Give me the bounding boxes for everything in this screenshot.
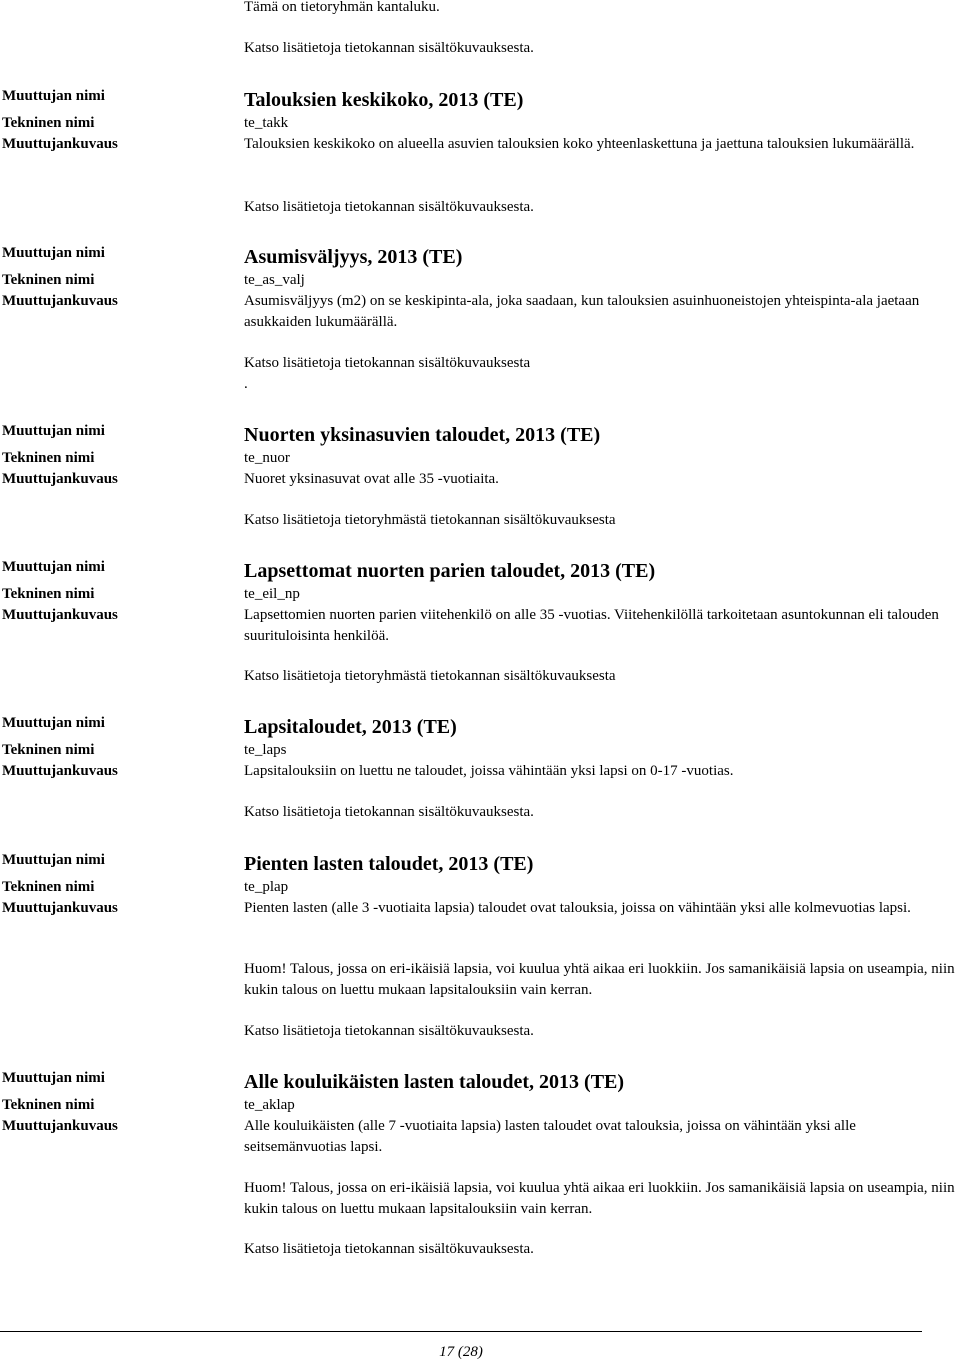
variable-note: Huom! Talous, jossa on eri-ikäisiä lapsia, voi kuulua yhtä aikaa eri luokkiin. Jos samanikäisiä lapsia on useampia, niin kukin talous on luettu mukaan lapsitalouksiin vain kerran. bbox=[244, 1180, 955, 1217]
variable-title: Nuorten yksinasuvien taloudet, 2013 (TE) bbox=[244, 424, 601, 446]
label-variable-name: Muuttujan nimi bbox=[2, 852, 105, 868]
technical-name: te_as_valj bbox=[244, 272, 305, 288]
variable-description: Alle kouluikäisten (alle 7 -vuotiaita lapsia) lasten taloudet ovat talouksia, joissa on vähintään yksi alle seitsemänvuotias lapsi. bbox=[244, 1118, 856, 1155]
variable-title: Pienten lasten taloudet, 2013 (TE) bbox=[244, 853, 534, 875]
label-technical-name: Tekninen nimi bbox=[2, 1097, 95, 1113]
variable-title: Alle kouluikäisten lasten taloudet, 2013 (TE) bbox=[244, 1071, 625, 1093]
variable-title: Lapsitaloudet, 2013 (TE) bbox=[244, 716, 457, 738]
label-variable-name: Muuttujan nimi bbox=[2, 423, 105, 439]
label-variable-name: Muuttujan nimi bbox=[2, 715, 105, 731]
label-variable-name: Muuttujan nimi bbox=[2, 245, 105, 261]
technical-name: te_laps bbox=[244, 742, 287, 758]
reference-text: Katso lisätietoja tietoryhmästä tietokannan sisältökuvauksesta bbox=[244, 512, 616, 528]
reference-text: Katso lisätietoja tietokannan sisältökuvauksesta bbox=[244, 355, 531, 371]
intro-text: Tämä on tietoryhmän kantaluku. bbox=[244, 0, 440, 15]
variable-title: Asumisväljyys, 2013 (TE) bbox=[244, 246, 463, 268]
label-variable-name: Muuttujan nimi bbox=[2, 1070, 105, 1086]
label-technical-name: Tekninen nimi bbox=[2, 586, 95, 602]
label-technical-name: Tekninen nimi bbox=[2, 450, 95, 466]
label-technical-name: Tekninen nimi bbox=[2, 742, 95, 758]
technical-name: te_aklap bbox=[244, 1097, 295, 1113]
technical-name: te_plap bbox=[244, 879, 289, 895]
variable-description: Asumisväljyys (m2) on se keskipinta-ala, joka saadaan, kun talouksien asuinhuoneistojen yhteispinta-ala jaetaan asukkaiden lukumäärällä. bbox=[244, 293, 920, 330]
reference-period: . bbox=[244, 376, 248, 392]
label-description: Muuttujankuvaus bbox=[2, 136, 118, 152]
label-technical-name: Tekninen nimi bbox=[2, 879, 95, 895]
label-variable-name: Muuttujan nimi bbox=[2, 88, 105, 104]
variable-description: Nuoret yksinasuvat ovat alle 35 -vuotiaita. bbox=[244, 471, 499, 487]
technical-name: te_takk bbox=[244, 115, 289, 131]
reference-text: Katso lisätietoja tietokannan sisältökuvauksesta. bbox=[244, 40, 534, 56]
variable-description: Talouksien keskikoko on alueella asuvien talouksien koko yhteenlaskettuna ja jaettuna talouksien lukumäärällä. bbox=[244, 136, 915, 152]
reference-text: Katso lisätietoja tietokannan sisältökuvauksesta. bbox=[244, 1241, 534, 1257]
label-variable-name: Muuttujan nimi bbox=[2, 559, 105, 575]
label-description: Muuttujankuvaus bbox=[2, 900, 118, 916]
label-description: Muuttujankuvaus bbox=[2, 1118, 118, 1134]
variable-title: Talouksien keskikoko, 2013 (TE) bbox=[244, 89, 524, 111]
variable-title: Lapsettomat nuorten parien taloudet, 2013 (TE) bbox=[244, 560, 656, 582]
label-description: Muuttujankuvaus bbox=[2, 293, 118, 309]
variable-note: Huom! Talous, jossa on eri-ikäisiä lapsia, voi kuulua yhtä aikaa eri luokkiin. Jos samanikäisiä lapsia on useampia, niin kukin talous on luettu mukaan lapsitalouksiin vain kerran. bbox=[244, 961, 955, 998]
reference-text: Katso lisätietoja tietoryhmästä tietokannan sisältökuvauksesta bbox=[244, 668, 616, 684]
reference-text: Katso lisätietoja tietokannan sisältökuvauksesta. bbox=[244, 199, 534, 215]
reference-text: Katso lisätietoja tietokannan sisältökuvauksesta. bbox=[244, 1023, 534, 1039]
variable-description: Pienten lasten (alle 3 -vuotiaita lapsia) taloudet ovat talouksia, joissa on vähintään yksi alle kolmevuotias lapsi. bbox=[244, 900, 911, 916]
page-number: 17 (28) bbox=[439, 1344, 483, 1360]
reference-text: Katso lisätietoja tietokannan sisältökuvauksesta. bbox=[244, 804, 534, 820]
label-description: Muuttujankuvaus bbox=[2, 471, 118, 487]
label-technical-name: Tekninen nimi bbox=[2, 115, 95, 131]
variable-description: Lapsitalouksiin on luettu ne taloudet, joissa vähintään yksi lapsi on 0-17 -vuotias. bbox=[244, 763, 734, 779]
label-technical-name: Tekninen nimi bbox=[2, 272, 95, 288]
label-description: Muuttujankuvaus bbox=[2, 763, 118, 779]
technical-name: te_nuor bbox=[244, 450, 290, 466]
technical-name: te_eil_np bbox=[244, 586, 300, 602]
footer-divider bbox=[0, 1331, 922, 1332]
variable-description: Lapsettomien nuorten parien viitehenkilö on alle 35 -vuotias. Viitehenkilöllä tarkoitetaan asuntokunnan eli talouden suurituloisinta henkilöä. bbox=[244, 607, 939, 644]
label-description: Muuttujankuvaus bbox=[2, 607, 118, 623]
